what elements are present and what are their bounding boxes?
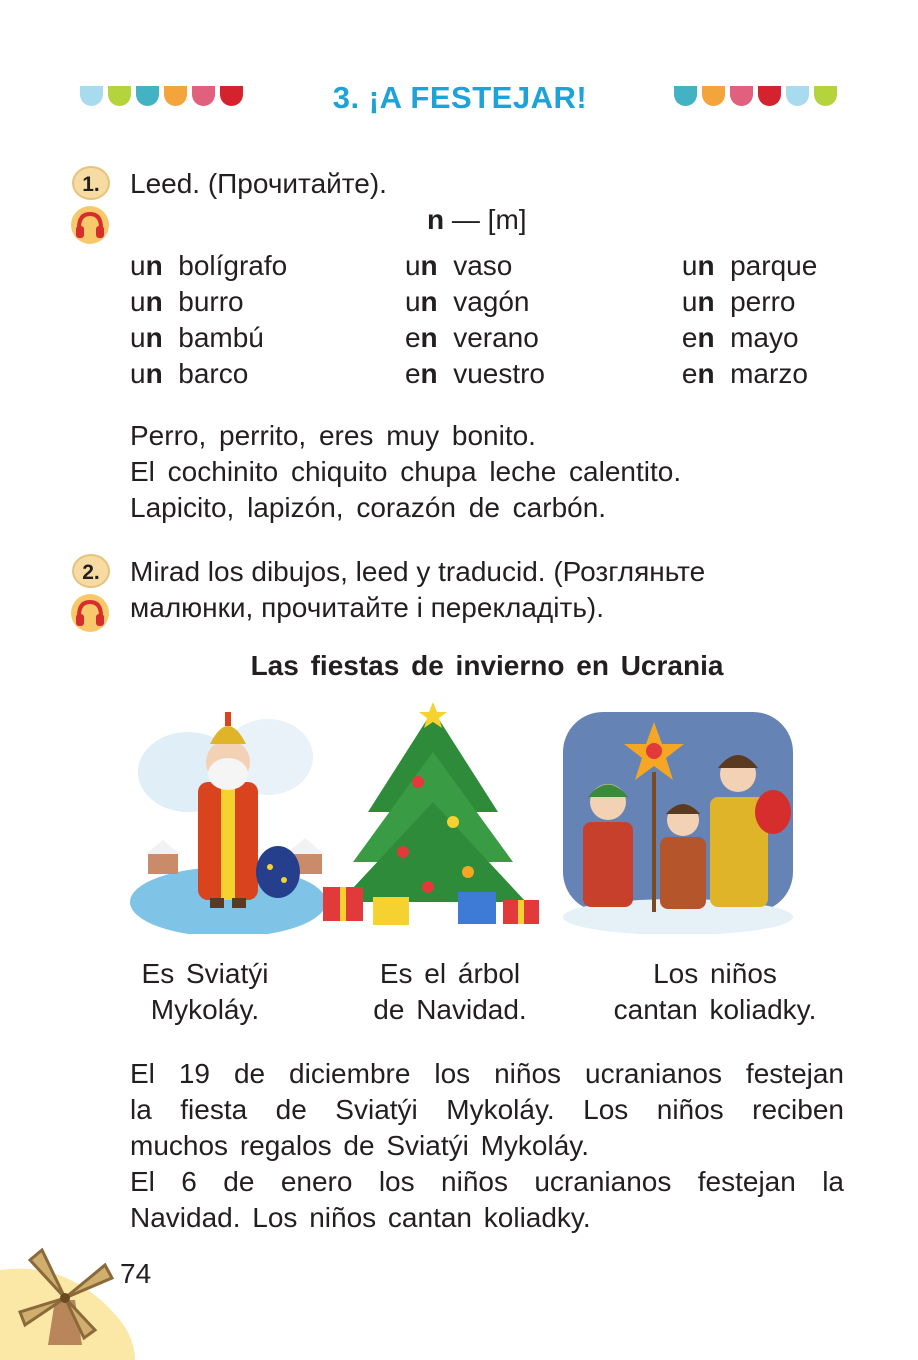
- noun-word: barco: [178, 358, 249, 389]
- article-n-letter: n: [145, 286, 163, 317]
- rule-letter: n: [427, 204, 445, 235]
- christmas-tree-illustration: [323, 702, 539, 925]
- bunting-flag: [730, 86, 753, 106]
- saint-nicholas-illustration: [130, 712, 326, 934]
- bunting-right: [674, 86, 837, 108]
- page-number: 74: [120, 1258, 152, 1289]
- rule-dash: —: [451, 204, 480, 235]
- bunting-flag: [786, 86, 809, 106]
- word-item: [130, 248, 405, 284]
- noun-word: vaso: [453, 250, 513, 281]
- caption-line: Es el árbol: [379, 958, 521, 989]
- word-item: [405, 248, 682, 284]
- illustrations: [128, 702, 818, 934]
- bunting-flag: [758, 86, 781, 106]
- caption-carolers: [585, 956, 845, 1028]
- caption-line: Mykoláy.: [150, 994, 260, 1025]
- word-item: [130, 284, 405, 320]
- article-n-letter: n: [697, 322, 715, 353]
- article-prefix: u: [130, 322, 146, 353]
- noun-word: verano: [453, 322, 539, 353]
- caption-saint-nicholas: [110, 956, 300, 1028]
- article-n-letter: n: [697, 358, 715, 389]
- article-prefix: u: [130, 250, 146, 281]
- word-item: [682, 248, 850, 284]
- paragraph-line: la fiesta de Sviatýi Mykoláy. Los niños reciben: [130, 1094, 844, 1125]
- article-prefix: u: [130, 286, 146, 317]
- exercise-1-number: 1.: [72, 166, 110, 200]
- reading-paragraph: [130, 1056, 844, 1236]
- noun-word: perro: [730, 286, 796, 317]
- article-n-letter: n: [145, 322, 163, 353]
- word-row: [130, 284, 850, 320]
- paragraph-line: El 6 de enero los niños ucranianos festejan la: [130, 1166, 844, 1197]
- article-n-letter: n: [420, 286, 438, 317]
- noun-word: parque: [730, 250, 818, 281]
- bunting-flag: [192, 86, 215, 106]
- noun-word: marzo: [730, 358, 808, 389]
- article-prefix: e: [681, 322, 698, 353]
- headphones-icon: [70, 593, 110, 633]
- exercise-2-instruction: [130, 554, 850, 626]
- bunting-flag: [108, 86, 131, 106]
- noun-word: mayo: [730, 322, 799, 353]
- noun-word: vagón: [453, 286, 530, 317]
- caption-christmas-tree: [340, 956, 560, 1028]
- word-list: [130, 248, 850, 392]
- exercise-1-instruction: Leed. (Прочитайте).: [130, 168, 387, 199]
- word-item: [682, 284, 850, 320]
- article-n-letter: n: [697, 250, 715, 281]
- word-row: [130, 320, 850, 356]
- rule-sound: [m]: [487, 204, 527, 235]
- noun-word: bolígrafo: [178, 250, 288, 281]
- word-item: [405, 320, 682, 356]
- caption-line: de Navidad.: [373, 994, 527, 1025]
- bunting-flag: [80, 86, 103, 106]
- paragraph-line: El 19 de diciembre los niños ucranianos festejan: [130, 1058, 844, 1089]
- noun-word: burro: [178, 286, 244, 317]
- article-n-letter: n: [420, 358, 438, 389]
- article-prefix: e: [681, 358, 698, 389]
- instruction-line: Mirad los dibujos, leed y traducid. (Розгляньте: [130, 556, 706, 587]
- carolers-illustration: [563, 712, 793, 934]
- rhyme: [130, 418, 850, 526]
- section-subtitle: Las fiestas de invierno en Ucrania: [250, 650, 724, 681]
- caption-line: cantan koliadky.: [613, 994, 817, 1025]
- article-n-letter: n: [420, 322, 438, 353]
- bunting-flag: [702, 86, 725, 106]
- noun-word: bambú: [178, 322, 264, 353]
- bunting-flag: [220, 86, 243, 106]
- article-prefix: e: [404, 322, 421, 353]
- article-prefix: e: [404, 358, 421, 389]
- word-item: [130, 320, 405, 356]
- word-item: [405, 356, 682, 392]
- bunting-left: [80, 86, 243, 108]
- bunting-flag: [814, 86, 837, 106]
- word-item: [130, 356, 405, 392]
- article-prefix: u: [130, 358, 146, 389]
- caption-line: Los niños: [653, 958, 777, 989]
- windmill-corner-decoration: [0, 1220, 140, 1360]
- paragraph-line: Navidad. Los niños cantan koliadky.: [130, 1202, 591, 1233]
- noun-word: vuestro: [453, 358, 546, 389]
- caption-line: Es Sviatýi: [141, 958, 269, 989]
- word-item: [405, 284, 682, 320]
- bunting-flag: [674, 86, 697, 106]
- headphones-icon: [70, 205, 110, 245]
- article-prefix: u: [404, 250, 421, 281]
- bunting-flag: [136, 86, 159, 106]
- bunting-flag: [164, 86, 187, 106]
- article-prefix: u: [681, 250, 698, 281]
- word-row: [130, 248, 850, 284]
- article-prefix: u: [681, 286, 698, 317]
- rhyme-line: Lapicito, lapizón, corazón de carbón.: [130, 492, 607, 523]
- article-n-letter: n: [145, 250, 163, 281]
- chapter-title: 3. ¡A FESTEJAR!: [332, 80, 588, 115]
- pronunciation-rule: [427, 202, 527, 238]
- article-n-letter: n: [145, 358, 163, 389]
- article-n-letter: n: [420, 250, 438, 281]
- rhyme-line: Perro, perrito, eres muy bonito.: [130, 420, 536, 451]
- paragraph-line: muchos regalos de Sviatýi Mykoláy.: [130, 1130, 589, 1161]
- exercise-2-number: 2.: [72, 554, 110, 588]
- word-item: [682, 356, 850, 392]
- article-n-letter: n: [697, 286, 715, 317]
- instruction-line: малюнки, прочитайте і перекладіть).: [130, 592, 605, 623]
- word-row: [130, 356, 850, 392]
- word-item: [682, 320, 850, 356]
- rhyme-line: El cochinito chiquito chupa leche calentito.: [130, 456, 682, 487]
- article-prefix: u: [404, 286, 421, 317]
